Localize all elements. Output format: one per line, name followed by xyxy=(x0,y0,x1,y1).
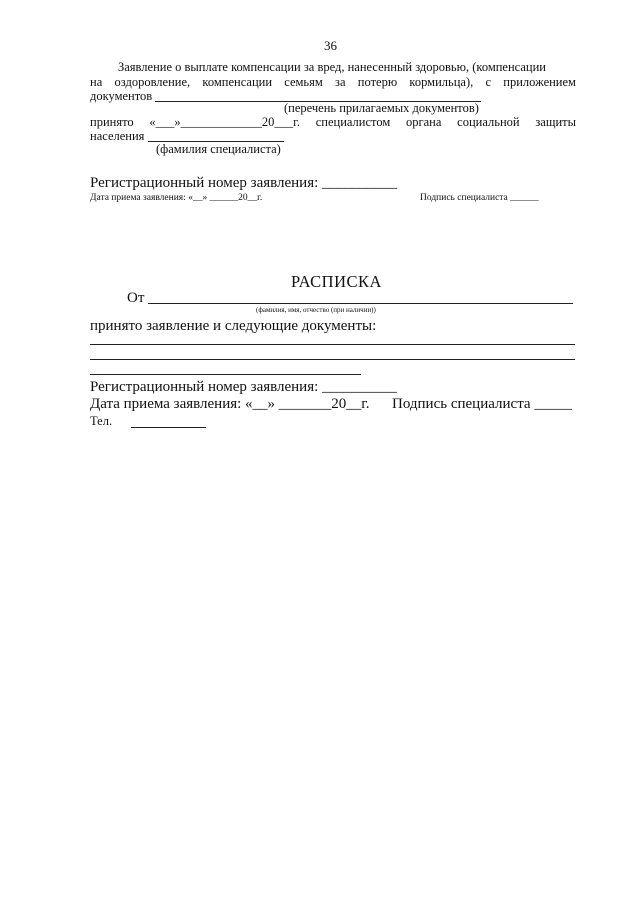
accepted-line xyxy=(90,115,576,130)
application-line-1: Заявление о выплате компенсации за вред, нанесенный здоровью, (компенсации xyxy=(118,60,546,74)
accepted-documents-label: принято заявление и следующие документы: xyxy=(90,318,377,334)
from-label: От xyxy=(127,290,145,306)
documents-line-3[interactable] xyxy=(90,374,361,375)
application-line-2 xyxy=(90,75,576,90)
word: на xyxy=(90,75,103,89)
word: социальной xyxy=(457,115,520,129)
from-caption: (фамилия, имя, отчество (при наличии)) xyxy=(256,306,376,314)
word: специалистом xyxy=(315,115,391,129)
word: компенсации xyxy=(202,75,273,89)
specialist-caption: (фамилия специалиста) xyxy=(156,142,281,156)
documents-caption: (перечень прилагаемых документов) xyxy=(284,101,479,115)
word: семьям xyxy=(284,75,323,89)
receipt-date-field[interactable]: Дата приема заявления: «__» ______20__г. xyxy=(90,193,263,203)
word: с xyxy=(485,75,492,89)
from-name-field[interactable] xyxy=(148,303,573,304)
date-field[interactable]: «___»_____________20___г. xyxy=(149,115,300,129)
receipt-signature-field[interactable]: Подпись специалиста _____ xyxy=(392,396,572,412)
word: органа xyxy=(406,115,442,129)
word: потерю xyxy=(357,75,398,89)
phone-label: Тел. xyxy=(90,414,113,428)
receipt-date-field[interactable]: Дата приема заявления: «__» _______20__г. xyxy=(90,396,370,412)
word: приложением xyxy=(503,75,576,89)
receipt-title: РАСПИСКА xyxy=(291,272,382,291)
registration-number-field[interactable]: Регистрационный номер заявления: __________ xyxy=(90,175,398,191)
word: за xyxy=(335,75,346,89)
receipt-registration-number-field[interactable]: Регистрационный номер заявления: __________ xyxy=(90,379,398,395)
specialist-signature-field[interactable]: Подпись специалиста ______ xyxy=(420,193,539,203)
word: оздоровление, xyxy=(114,75,191,89)
population-label: населения xyxy=(90,129,145,143)
word: принято xyxy=(90,115,134,129)
documents-label: документов xyxy=(90,89,153,103)
word: кормильца), xyxy=(409,75,474,89)
page-number: 36 xyxy=(324,38,337,53)
documents-line-1[interactable] xyxy=(90,344,575,345)
documents-line-2[interactable] xyxy=(90,359,575,360)
word: защиты xyxy=(535,115,576,129)
phone-field[interactable] xyxy=(131,427,206,428)
